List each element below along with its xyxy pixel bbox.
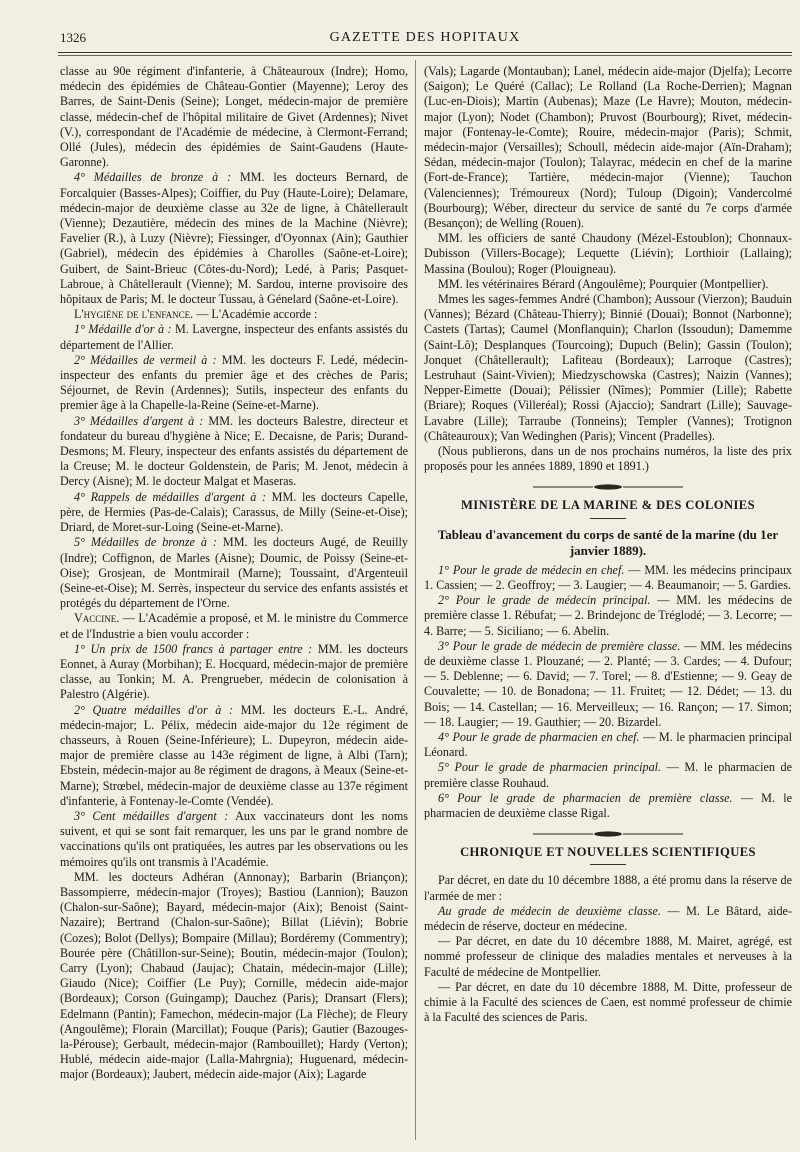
section-title: MINISTÈRE DE LA MARINE & DES COLONIES — [460, 498, 755, 513]
section-title: CHRONIQUE ET NOUVELLES SCIENTIFIQUES — [460, 845, 756, 860]
paragraph: 1° Un prix de 1500 francs à partager entre : MM. les docteurs Eonnet, à Auray (Morbihan); E. Hocquard, médecin-major de première classe, au Tonkin; M. A. Prengrueber, médecin de colonisation à Palestro (Algérie). — [60, 641, 408, 702]
paragraph: 6° Pour le grade de pharmacien de première classe. — M. le pharmacien de deuxième classe Rigal. — [424, 790, 792, 820]
paragraph: 5° Pour le grade de pharmacien principal. — M. le pharmacien de première classe Rouhaud. — [424, 760, 792, 790]
paragraph: 5° Médailles de bronze à : MM. les docteurs Augé, de Reuilly (Indre); Coffignon, de Marles (Aisne); Doumic, de Poissy (Seine-et-Oise); Grosjean, de Montmirail (Marne); Toussaint, d'Argenteuil (Seine-et-Oise); M. Serrès, inspecteur du service des enfants assistés et protégés du département de l'Orne. — [60, 535, 408, 611]
paragraph: 4° Rappels de médailles d'argent à : MM. les docteurs Capelle, père, de Hermies (Pas-de-Calais); Carassus, de Milly (Seine-et-Oise); Driard, de Moret-sur-Loing (Seine-et-Marne). — [60, 489, 409, 535]
short-rule — [590, 864, 626, 865]
section-subtitle: Tableau d'avancement du corps de santé de la marine (du 1er janvier 1889). — [437, 526, 779, 558]
paragraph: 4° Médailles de bronze à : MM. les docteurs Bernard, de Forcalquier (Basses-Alpes); Coiffier, du Puy (Haute-Loire); Delamare, médecin-major de deuxième classe au 32e de ligne, à Châtellerault (Vienne); Dezautière, médecin des mines de la Machine (Nièvre); Favelier (R.), à Luzy (Nièvre); Fiessinger, d'Oyonnax (Ain); Gauthier (Gabriel), médecin des épidémies à Charolles (Saône-et-Loire); Guibert, de Saint-Brieuc (Côtes-du-Nord); Ledé, à Paris; Pasquet-Labroue, à Châtellerault (Vienne); M. Sardou, interne provisoire des hôpitaux de Paris; M. le docteur Tussau, à Génelard (Saône-et-Loire). — [60, 170, 408, 307]
journal-title: GAZETTE DES HOPITAUX — [329, 30, 521, 45]
page-number: 1326 — [60, 30, 86, 45]
paragraph: (Vals); Lagarde (Montauban); Lanel, médecin aide-major (Djelfa); Lecorre (Saigon); Le Quéré (Callac); Le Rolland (La Roche-Derrien); Magnan (Luc-en-Diois); Martin (Aubenas); Maze (Le Havre); Mouton, médecin-major (Lyon); Nodet (Chambon); Pruvost (Bourbourg); Rivet, médecin-major (Fontenay-le-Comte); Rouire, médecin-major (Paris); Schmit, médecin-major (Versailles); Schoull, médecin aide-major (Aïn-Draham); Sédan, médecin-major (Toulon); Talayrac, médecin en chef de la marine (Fort-de-France); Tartière, médecin-major (Vienne); Tauchon (Valenciennes); Trémoureux (Nord); Tuloup (Digoin); Vandercolmé (Bourbourg); Wéber, directeur du service de santé du 7e corps d'armée (Besançon); de Welling (Rouen). — [424, 64, 792, 231]
paragraph: 2° Médailles de vermeil à : MM. les docteurs F. Ledé, médecin-inspecteur des enfants du premier âge et des crèches de Paris; Séjournet, de Revin (Ardennes); Sutils, inspecteur des enfants du premier âge à la Chapelle-la-Reine (Seine-et-Marne). — [60, 352, 409, 413]
header-rule-secondary — [58, 55, 792, 56]
page-header — [58, 26, 792, 50]
paragraph: MM. les vétérinaires Bérard (Angoulême); Pourquier (Montpellier). — [438, 276, 769, 291]
paragraph: 4° Pour le grade de pharmacien en chef. — M. le pharmacien principal Léonard. — [424, 729, 792, 760]
paragraph: (Nous publierons, dans un de nos prochains numéros, la liste des prix proposés pour les années 1889, 1890 et 1891.) — [424, 444, 792, 474]
paragraph: classe au 90e régiment d'infanterie, à Châteauroux (Indre); Homo, médecin des épidémies de Château-Gontier (Mayenne); Leroy des Barres, de Saint-Denis (Seine); Longet, médecin-major de première classe, médecin-chef de l'hôpital militaire de Givet (Ardennes); Nivet (V.), correspondant de l'Académie de médecine, à Clermont-Ferrand; Ollé (Jules), médecin des épidémies de Saint-Gaudens (Haute-Garonne). — [60, 64, 408, 170]
header-rule — [58, 52, 792, 53]
paragraph: 2° Quatre médailles d'or à : MM. les docteurs E.-L. André, médecin-major; L. Pélix, médecin aide-major du 12e régiment de chasseurs, à Rouen (Seine-Inférieure); L. Dupeyron, médecin aide-major de première classe au 143e régiment de ligne, à Albi (Tarn); Ebstein, médecin-major au 8e régiment de dragons, à Meaux (Seine-et-Marne); Strœbel, médecin-major de deuxième classe au 137e régiment d'infanterie, à Fontenay-le-Comte (Vendée). — [60, 702, 408, 808]
paragraph: — Par décret, en date du 10 décembre 1888, M. Mairet, agrégé, est nommé professeur de clinique des maladies mentales et nerveuses à la Faculté de médecine de Montpellier. — [424, 934, 792, 979]
ornament-divider — [533, 484, 683, 490]
paragraph: 3° Cent médailles d'argent : Aux vaccinateurs dont les noms suivent, et qui se sont fait remarquer, les uns par le grand nombre de vaccinations qu'ils ont pratiquées, les autres par les observations ou les mémoires qu'ils ont transmis à l'Académie. — [60, 808, 408, 869]
paragraph: 3° Pour le grade de médecin de première classe. — MM. les médecins de deuxième classe 1. Plouzané; — 2. Planté; — 3. Cardes; — 4. Dufour; — 5. Deblenne; — 6. David; — 7. Torel; — 8. d'Estienne; — 9. Geay de Couvalette; — 10. de Bonadona; — 11. Fruitet; — 12. Dédet; — 13. du Bois; — 14. Castellan; — 16. Merveilleux; — 16. Rançon; — 17. Simon; — 18. Laugier; — 19. Gauthier; — 20. Bizardel. — [424, 638, 792, 729]
paragraph: Par décret, en date du 10 décembre 1888, a été promu dans la réserve de l'armée de mer : — [424, 873, 792, 903]
short-rule — [590, 518, 626, 519]
paragraph: Vaccine. — L'Académie a proposé, et M. le ministre du Commerce et de l'Industrie a bien voulu accorder : — [60, 611, 408, 641]
paragraph: 2° Pour le grade de médecin principal. — MM. les médecins de première classe 1. Rébufat; — 2. Brindejonc de Tréglodé; — 3. Lecorre; — 4. Barre; — 5. Siciliano; — 6. Abelin. — [424, 593, 792, 638]
paragraph: Mmes les sages-femmes André (Chambon); Aussour (Vierzon); Bauduin (Vannes); Bézard (Château-Thierry); Binnié (Douai); Bonnot (Narbonne); Castets (Tartas); Caumel (Monflanquin); Charlon (Issoudun); Damemme (Saint-Lô); Desplanques (Tourcoing); Dupuch (Belin); Gassin (Toulon); Jonquet (Châtellerault); Lafiteau (Bordeaux); Larroque (Castres); Lestruhaut (Saint-Vivien); Miedzyschowska (Castres); Naizin (Vannes); Nepper-Eimette (Douai); Pélissier (Nîmes); Pommier (Lille); Rabette (Briare); Roques (Villeréal); Rossi (Ajaccio); Sandrart (Lille); Sauvage-Lavabre (Lille); Tarraube (Tonneins); Templer (Vannes); Trotignon (Châteauroux); Van Wedinghen (Paris); Vincent (Pradelles). — [424, 292, 792, 443]
paragraph: L'hygiène de l'enfance. — L'Académie accorde : — [74, 307, 318, 322]
paragraph: MM. les docteurs Adhéran (Annonay); Barbarin (Briançon); Bassompierre, médecin-major (Troyes); Bastiou (Lannion); Bauzon (Chalon-sur-Saône); Bayard, médecin-major (Aix); Benoist (Saint-Nazaire); Bertrand (Chalon-sur-Saône); Billat (Liévin); Bobrie (Cozes); Bolot (Dellys); Bompaire (Millau); Bordéremy (Commentry); Bourée père (Châtillon-sur-Seine); Boutin, médecin-major (Toulon); Carry (Lyon); Chabaud (Jaujac); Chatain, médecin-major (Lille); Giaudo (Nice); Coiffier (Le Puy); Cornille, médecin aide-major (Bordeaux); Corson (Guingamp); Dauchez (Paris); Dransart (Flers); Edelmann (Pantin); Famechon, médecin-major (La Flèche); de Fleury (Angoulême); Florain (Marcillat); Fouque (Paris); Gautier (Bazouges-la-Pérouse); Gerbault, médecin-major (Rambouillet); Hardy (Verton); Hublé, médecin aide-major (Lalla-Mahrgnia); Huguenard, médecin-major (Bordeaux); Jaubert, médecin aide-major (Aix); Lagarde — [60, 869, 408, 1082]
paragraph: 1° Médaille d'or à : M. Lavergne, inspecteur des enfants assistés du département de l'Allier. — [60, 322, 408, 352]
left-column — [60, 64, 408, 1083]
column-divider — [415, 60, 416, 1140]
paragraph: MM. les officiers de santé Chaudony (Mézel-Estoublon); Chonnaux-Dubisson (Villers-Bocage); Lequette (Liévin); Lorthioir (Lallaing); Massina (Boulou); Roger (Plouigneau). — [424, 231, 792, 276]
right-column — [424, 64, 792, 1025]
paragraph: Au grade de médecin de deuxième classe. — M. Le Bâtard, aide-médecin de réserve, docteur en médecine. — [424, 903, 792, 933]
ornament-divider — [533, 831, 683, 837]
paragraph: — Par décret, en date du 10 décembre 1888, M. Ditte, professeur de chimie à la Faculté des sciences de Caen, est nommé professeur de chimie à la Faculté des sciences de Paris. — [424, 979, 792, 1025]
paragraph: 1° Pour le grade de médecin en chef. — MM. les médecins principaux 1. Cassien; — 2. Geoffroy; — 3. Laugier; — 4. Beaumanoir; — 5. Gardies. — [424, 562, 792, 592]
paragraph: 3° Médailles d'argent à : MM. les docteurs Balestre, directeur et fondateur du bureau d'hygiène à Nice; E. Decaisne, de Paris; Durand-Desmons; M. Fleury, inspecteur des enfants assistés du département de la Creuse; M. le docteur Goldenstein, de Paris; M. Jenot, médecin à Dercy (Aisne); M. le docteur Malgat et Maseras. — [60, 413, 408, 489]
